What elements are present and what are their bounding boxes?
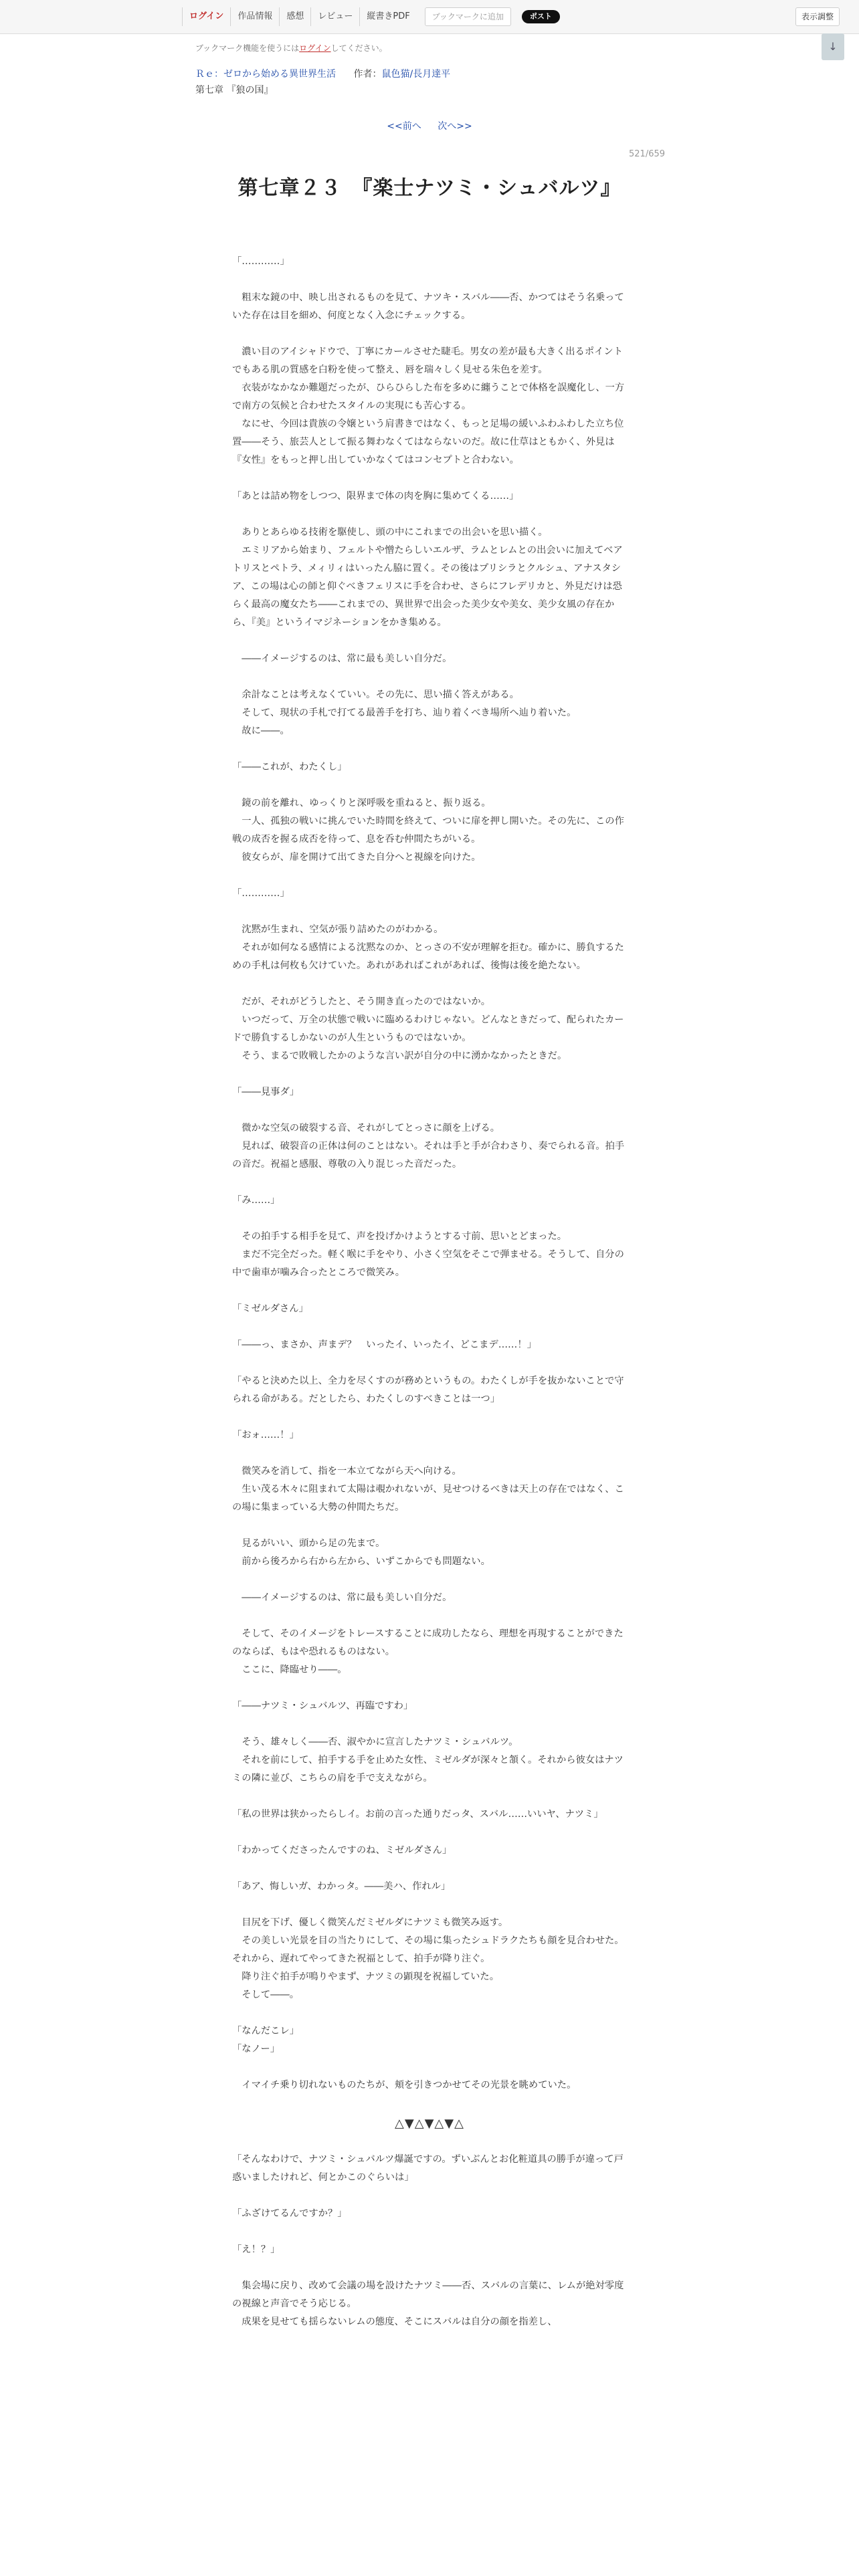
paragraph: 微笑みを消して、指を一本立てながら天へ向ける。 生い茂る木々に阻まれて太陽は覗かれないが、見せつけるべきは天上の存在ではなく、この場に集まっている大勢の仲間たちだ。 [232,1466,624,1513]
login-notice-link[interactable]: ログイン [299,43,331,53]
series-title-link[interactable]: Ｒｅ：ゼロから始める異世界生活 [195,69,336,80]
author-label: 作者： [353,69,382,80]
paragraph: 「あとは詰め物をしつつ、限界まで体の肉を胸に集めてくる……」 [232,491,519,502]
author-link[interactable]: 鼠色猫/長月達平 [381,69,451,80]
login-link[interactable]: ログイン [182,7,230,26]
paragraph: ――イメージするのは、常に最も美しい自分だ。 [232,653,452,664]
paragraph: 「…………」 [232,888,290,899]
paragraph: 「やると決めた以上、全力を尽くすのが務めというもの。わたくしが手を抜かないことで守られる命がある。だとしたら、わたくしのすべきことは一つ」 [232,1376,624,1404]
paragraph: 集会場に戻り、改めて会議の場を設けたナツミ――否、スバルの言葉に、レムが絶対零度の視線と声音でそう応じる。 成果を見せても揺らないレムの態度、そこにスバルは自分の顔を指差し、 [232,2280,624,2327]
episode-title: 第七章２３ 『楽士ナツミ・シュバルツ』 [237,177,622,200]
paragraph: その拍手する相手を見て、声を投げかけようとする寸前、思いとどまった。 まだ不完全だった。軽く喉に手をやり、小さく空気をそこで弾ませる。そうして、自分の中で歯車が噛み合ったところで微笑み。 [232,1231,624,1278]
impressions-link[interactable]: 感想 [279,7,310,26]
paragraph: 沈黙が生まれ、空気が張り詰めたのがわかる。 それが如何なる感情による沈黙なのか、とっさの不安が理解を拒む。確かに、勝負するための手札は何枚も欠けていた。あれがあればこれがあれば、後悔は後を絶たない。 [232,924,624,971]
paragraph: 見るがいい、頭から足の先まで。 前から後ろから右から左から、いずこからでも問題ない。 [242,1538,490,1567]
paragraph: そう、雄々しく――否、淑やかに宣言したナツミ・シュバルツ。 それを前にして、拍手する手を止めた女性、ミゼルダが深々と頷く。それから彼女はナツミの隣に並び、こちらの肩を手で支えながら。 [232,1737,624,1784]
paragraph: 「…………」 [232,256,290,267]
prev-episode-link[interactable]: <<前へ [387,121,421,132]
paragraph: 「み……」 [232,1195,280,1206]
page-number: 521/659 [629,149,666,159]
work-info-link[interactable]: 作品情報 [230,7,279,26]
display-settings-button[interactable]: 表示調整 [795,7,840,26]
series-info [195,67,450,80]
paragraph: 「ふざけてるんですか？」 [232,2208,347,2219]
header-nav [182,7,560,27]
login-notice-after: してください。 [330,43,387,53]
login-notice-before: ブックマーク機能を使うには [195,43,300,53]
scroll-down-icon[interactable]: ↓ [822,33,844,60]
paragraph: イマイチ乗り切れないものたちが、頬を引きつかせてその光景を眺めていた。 [232,2080,577,2090]
novel-body [232,253,627,2349]
paragraph: 「あア、悔しいガ、わかっタ。――美ハ、作れル」 [232,1881,451,1892]
paragraph: だが、それがどうしたと、そう開き直ったのではないか。 いつだって、万全の状態で戦いに臨めるわけじゃない。どんなときだって、配られたカードで勝負するしかないのが人生というものではないか。 そう、まるで敗戦したかのような言い訳が自分の中に湧かなかったときだ。 [232,996,624,1061]
pager [0,119,859,132]
login-notice [195,42,387,53]
top-navigation-bar [0,0,859,34]
paragraph: 「わかってくださったんですのね、ミゼルダさん」 [232,1845,452,1856]
paragraph: 粗末な鏡の中、映し出されるものを見て、ナツキ・スバル――否、かつてはそう名乗っていた存在は目を細め、何度となく入念にチェックする。 [232,292,624,321]
x-post-button[interactable]: ポスト [522,10,560,23]
paragraph: 「――ナツミ・シュバルツ、再臨ですわ」 [232,1701,413,1711]
paragraph: 鏡の前を離れ、ゆっくりと深呼吸を重ねると、振り返る。 一人、孤独の戦いに挑んでいた時間を終えて、ついに扉を押し開いた。その先に、この作戦の成否を握る成否を待って、息を呑む仲間たちがいる。 彼女らが、扉を開けて出てきた自分へと視線を向けた。 [232,798,624,863]
paragraph: 「私の世界は狭かったらしイ。お前の言った通りだっタ、スバル……いいヤ、ナツミ」 [232,1809,603,1820]
paragraph: 微かな空気の破裂する音、それがしてとっさに顔を上げる。 見れば、破裂音の正体は何のことはない。それは手と手が合わさり、奏でられる音。拍手の音だ。祝福と感服、尊敬の入り混じった音だった。 [232,1123,625,1170]
paragraph: ありとあらゆる技術を駆使し、頭の中にこれまでの出会いを思い描く。 エミリアから始まり、フェルトや憎たらしいエルザ、ラムとレムとの出会いに加えてベアトリスとペトラ、メィリィはいったん脇に置く。その後はプリシラとクルシュ、アナスタシア、この場は心の師と仰ぐべきフェリスに手を合わせ、さらにフレデリカと、外見だけは恐らく最高の魔女たち――これまでの、異世界で出会った美少女や美女、美少女風の存在から、『美』というイマジネーションをかき集める。 [232,527,623,628]
paragraph: 「――っ、まさか、声まデ？ いったイ、いったイ、どこまデ……！」 [232,1339,537,1350]
paragraph: 「そんなわけで、ナツミ・シュバルツ爆誕ですの。ずいぶんとお化粧道具の勝手が違って戸惑いましたけれど、何とかこのぐらいは」 [232,2154,624,2183]
paragraph: そして、そのイメージをトレースすることに成功したなら、理想を再現することができたのならば、もはや恐れるものはない。 ここに、降臨せり――。 [232,1628,624,1675]
paragraph: 余計なことは考えなくていい。その先に、思い描く答えがある。 そして、現状の手札で打てる最善手を打ち、辿り着くべき場所へ辿り着いた。 故に――。 [242,689,577,736]
reviews-link[interactable]: レビュー [310,7,359,26]
paragraph: 目尻を下げ、優しく微笑んだミゼルダにナツミも微笑み返す。 その美しい光景を目の当たりにして、その場に集ったシュドラクたちも顔を見合わせた。それから、遅れてやってきた祝福として、拍手が降り注ぐ。 降り注ぐ拍手が鳴りやまず、ナツミの顕現を祝福していた。 そして――。 [232,1917,624,2000]
paragraph: △▼△▼△▼△ [395,2117,464,2131]
paragraph: 「おォ……！」 [232,1430,299,1440]
add-bookmark-button[interactable]: ブックマークに追加 [425,7,511,26]
paragraph: ――イメージするのは、常に最も美しい自分だ。 [232,1592,452,1603]
next-episode-link[interactable]: 次へ>> [438,121,472,132]
paragraph: 濃い目のアイシャドウで、丁寧にカールさせた睫毛。男女の差が最も大きく出るポイントでもある肌の質感を白粉を使って整え、唇を瑞々しく見せる朱色を差す。 衣装がなかなか難題だったが、ひらひらした布を多めに纏うことで体格を誤魔化し、一方で南方の気候と合わせたスタイルの実現にも苦心する。 なにせ、今回は貴族の令嬢という肩書きではなく、もっと足場の緩いふわふわした立ち位置――そう、旅芸人として振る舞わなくてはならないのだ。故に仕草はともかく、外見は『女性』をもっと押し出していかなくてはコンセプトと合わない。 [232,346,625,465]
chapter-name: 第七章 『狼の国』 [195,85,274,96]
paragraph: 「――これが、わたくし」 [232,762,347,772]
vertical-pdf-link[interactable]: 縦書きPDF [359,7,416,26]
paragraph: 「ミゼルダさん」 [232,1303,308,1314]
paragraph: 「え！？」 [232,2244,280,2255]
paragraph: 「――見事ダ」 [232,1087,300,1097]
paragraph: 「なんだこレ」 「なノー」 [232,2026,300,2054]
